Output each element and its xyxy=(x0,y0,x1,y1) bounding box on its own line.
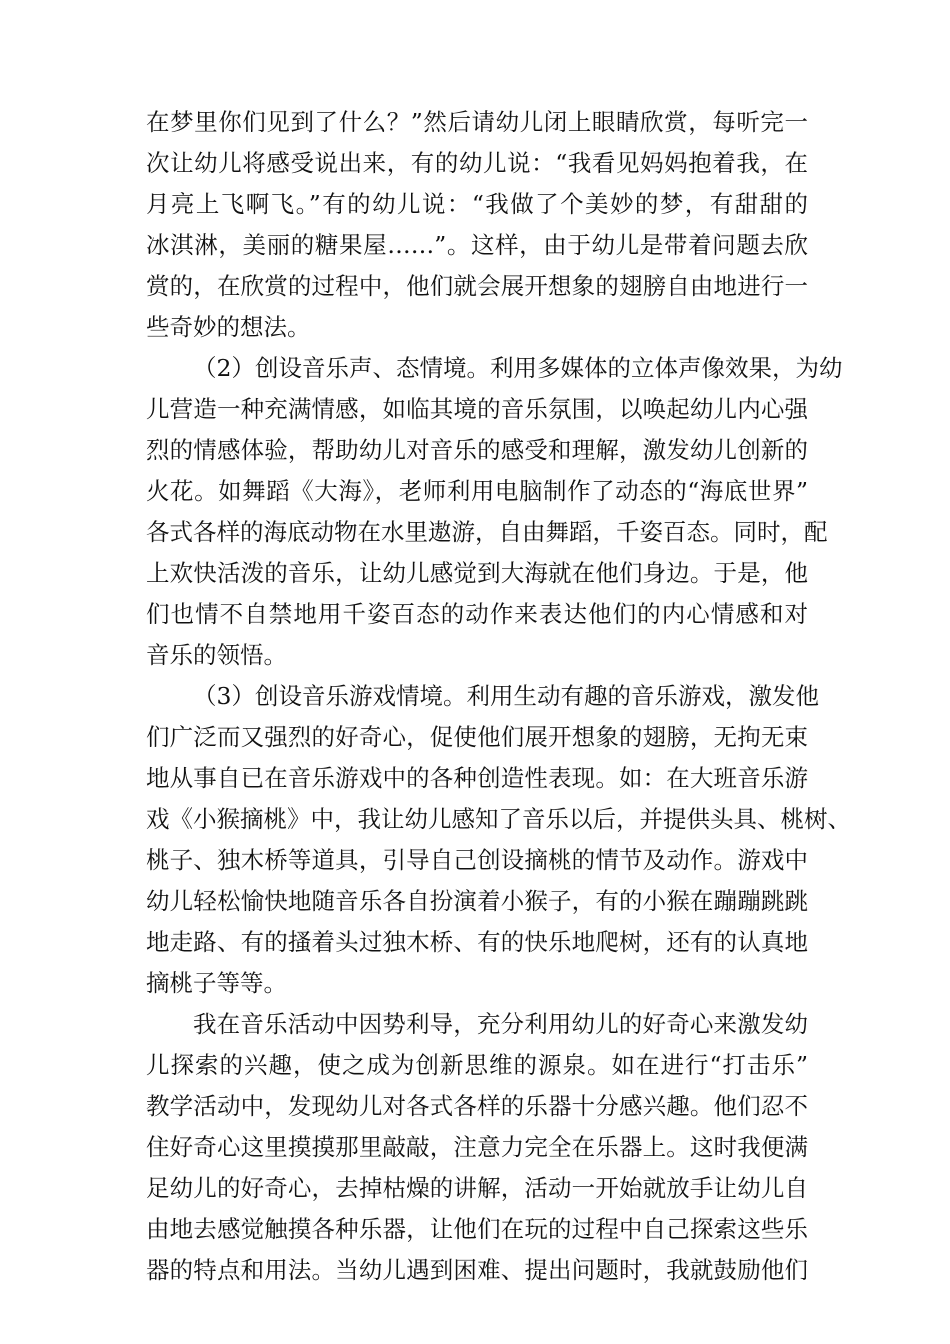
paragraph-music-game xyxy=(146,676,851,1004)
text-line: 上欢快活泼的音乐，让幼儿感觉到大海就在他们身边。于是，他 xyxy=(146,559,808,587)
text-line: 地走路、有的搔着头过独木桥、有的快乐地爬树，还有的认真地 xyxy=(146,928,808,956)
text-line: 些奇妙的想法。 xyxy=(146,313,311,341)
text-line: 足幼儿的好奇心，去掉枯燥的讲解，活动一开始就放手让幼儿自 xyxy=(146,1174,808,1202)
text-line: 烈的情感体验，帮助幼儿对音乐的感受和理解，激发幼儿创新的 xyxy=(146,436,808,464)
text-line: 次让幼儿将感受说出来，有的幼儿说：“我看见妈妈抱着我，在 xyxy=(146,149,808,177)
text-line: 们也情不自禁地用千姿百态的动作来表达他们的内心情感和对 xyxy=(146,600,808,628)
text-line: 戏《小猴摘桃》中，我让幼儿感知了音乐以后，并提供头具、桃树、 xyxy=(146,805,851,833)
paragraph-curiosity xyxy=(146,1004,808,1291)
text-line: 儿营造一种充满情感，如临其境的音乐氛围，以唤起幼儿内心强 xyxy=(146,395,808,423)
text-line: 幼儿轻松愉快地随音乐各自扮演着小猴子，有的小猴在蹦蹦跳跳 xyxy=(146,887,808,915)
text-line: 教学活动中，发现幼儿对各式各样的乐器十分感兴趣。他们忍不 xyxy=(146,1092,808,1120)
text-line: 桃子、独木桥等道具，引导自己创设摘桃的情节及动作。游戏中 xyxy=(146,846,808,874)
text-line: 各式各样的海底动物在水里遨游，自由舞蹈，千姿百态。同时，配 xyxy=(146,518,828,546)
text-line: 器的特点和用法。当幼儿遇到困难、提出问题时，我就鼓励他们 xyxy=(146,1256,808,1284)
text-line: 儿探索的兴趣，使之成为创新思维的源泉。如在进行“打击乐” xyxy=(146,1051,808,1079)
text-line: 冰淇淋，美丽的糖果屋……”。这样，由于幼儿是带着问题去欣 xyxy=(146,231,808,259)
text-line: 住好奇心这里摸摸那里敲敲，注意力完全在乐器上。这时我便满 xyxy=(146,1133,808,1161)
text-line: 音乐的领悟。 xyxy=(146,641,287,669)
text-line: 赏的，在欣赏的过程中，他们就会展开想象的翅膀自由地进行一 xyxy=(146,272,808,300)
text-line: 们广泛而又强烈的好奇心，促使他们展开想象的翅膀，无拘无束 xyxy=(146,723,808,751)
text-line: 火花。如舞蹈《大海》，老师利用电脑制作了动态的“海底世界” xyxy=(146,477,808,505)
paragraph-dream-appreciation xyxy=(146,102,808,348)
text-line: 在梦里你们见到了什么？”然后请幼儿闭上眼睛欣赏，每听完一 xyxy=(146,108,808,136)
text-line: 摘桃子等等。 xyxy=(146,969,287,997)
paragraph-sound-scene xyxy=(146,348,843,676)
text-line: （3）创设音乐游戏情境。利用生动有趣的音乐游戏，激发他 xyxy=(193,682,819,710)
text-line: 由地去感觉触摸各种乐器，让他们在玩的过程中自己探索这些乐 xyxy=(146,1215,808,1243)
text-line: 地从事自已在音乐游戏中的各种创造性表现。如：在大班音乐游 xyxy=(146,764,808,792)
text-line: 月亮上飞啊飞。”有的幼儿说：“我做了个美妙的梦，有甜甜的 xyxy=(146,190,808,218)
text-line: 我在音乐活动中因势利导，充分利用幼儿的好奇心来激发幼 xyxy=(193,1010,808,1038)
document-body xyxy=(146,102,851,1291)
text-line: （2）创设音乐声、态情境。利用多媒体的立体声像效果，为幼 xyxy=(193,354,843,382)
